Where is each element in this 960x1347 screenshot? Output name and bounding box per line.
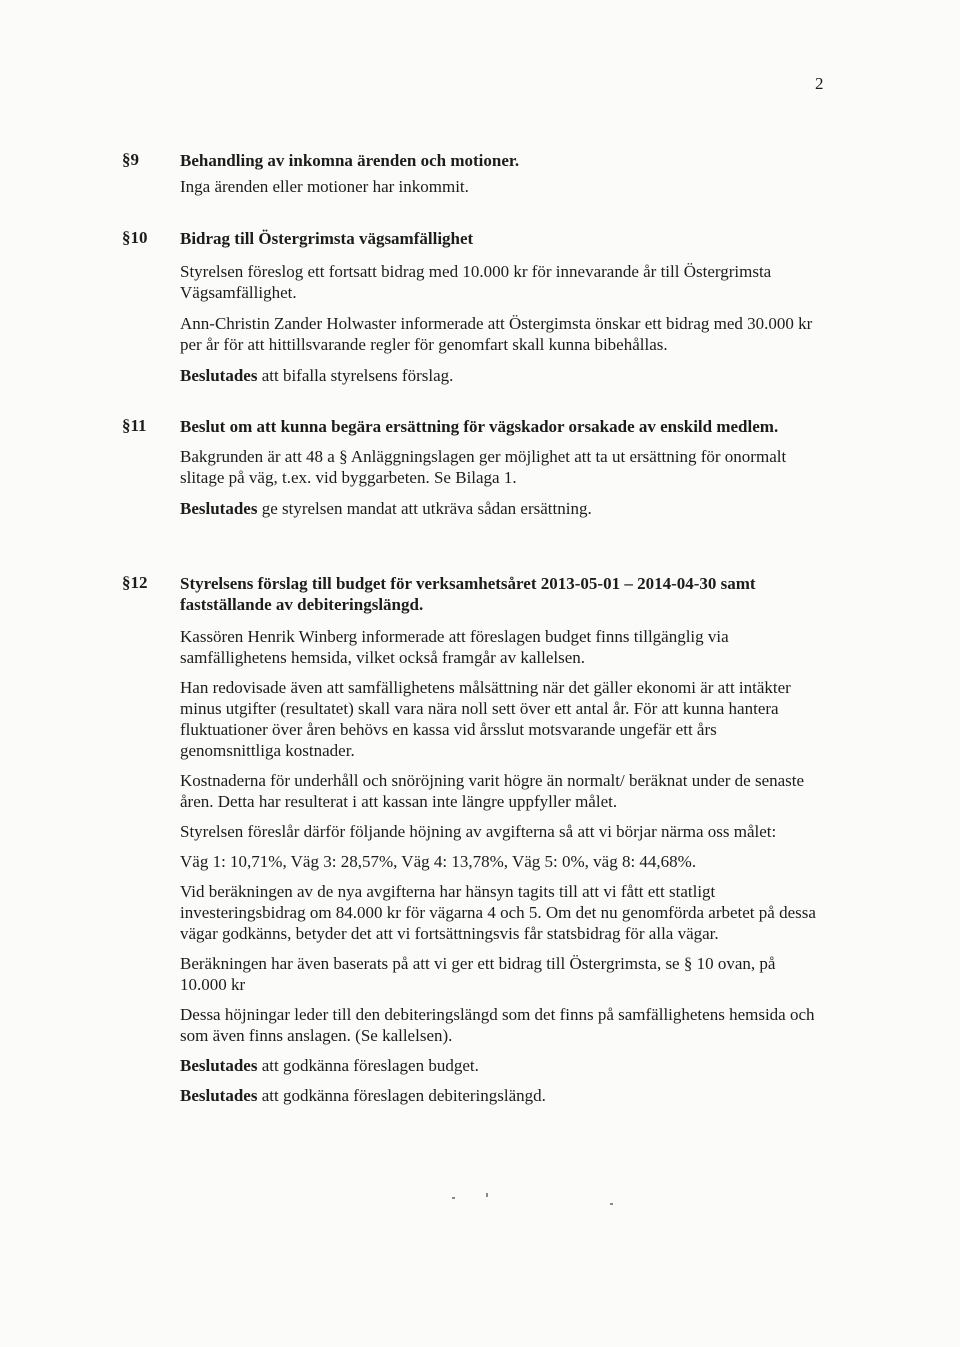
section-number: §10 bbox=[122, 228, 148, 247]
paragraph: Dessa höjningar leder till den debiteringslängd som det finns på samfällighetens hemsida och som även finns anslagen. (Se kallelsen). bbox=[180, 1005, 815, 1045]
decision-label: Beslutades bbox=[180, 366, 258, 385]
decision-label: Beslutades bbox=[180, 1056, 258, 1075]
section-heading: Beslut om att kunna begära ersättning för vägskador orsakade av enskild medlem. bbox=[180, 417, 779, 436]
decision-paragraph bbox=[180, 1085, 820, 1106]
scan-speck bbox=[452, 1197, 455, 1199]
section-body bbox=[180, 573, 820, 1115]
decision-text: att godkänna föreslagen budget. bbox=[257, 1056, 479, 1075]
paragraph: Vid beräkningen av de nya avgifterna har hänsyn tagits till att vi fått ett statligt investeringsbidrag om 84.000 kr för vägarna 4 och 5. Om det nu genomförda arbetet på dessa vägar godkänns, betyder det att vi fortsättningsvis får statsbidrag för alla vägar. bbox=[180, 882, 816, 943]
decision-label: Beslutades bbox=[180, 1086, 258, 1105]
page-number: 2 bbox=[815, 74, 824, 93]
decision-text: att godkänna föreslagen debiteringslängd. bbox=[257, 1086, 546, 1105]
decision-paragraph bbox=[180, 498, 820, 519]
paragraph: Beräkningen har även baserats på att vi ger ett bidrag till Östergrimsta, se § 10 ovan, på 10.000 kr bbox=[180, 954, 776, 994]
paragraph: Kostnaderna för underhåll och snöröjning varit högre än normalt/ beräknat under de senaste åren. Detta har resulterat i att kassan inte längre uppfyller målet. bbox=[180, 771, 805, 811]
paragraph: Styrelsen föreslår därför följande höjning av avgifterna så att vi börjar närma oss målet: bbox=[180, 822, 777, 841]
paragraph: Han redovisade även att samfällighetens målsättning när det gäller ekonomi är att intäkter minus utgifter (resultatet) skall vara nära noll sett över ett antal år. För att kunna hantera fluktuationer över åren behövs en kassa vid årsslut motsvarande ungefär ett års genomsnittliga kostnader. bbox=[180, 678, 791, 760]
section-body bbox=[180, 150, 820, 207]
paragraph: Inga ärenden eller motioner har inkommit. bbox=[180, 177, 469, 196]
paragraph: Styrelsen föreslog ett fortsatt bidrag med 10.000 kr för innevarande år till Östergrimsta Vägsamfällighet. bbox=[180, 262, 772, 302]
section-heading: Bidrag till Östergrimsta vägsamfällighet bbox=[180, 229, 474, 248]
paragraph: Kassören Henrik Winberg informerade att föreslagen budget finns tillgänglig via samfällighetens hemsida, vilket också framgår av kallelsen. bbox=[180, 627, 729, 667]
scan-speck bbox=[610, 1203, 613, 1205]
section-heading: Styrelsens förslag till budget för verksamhetsåret 2013-05-01 – 2014-04-30 samt fastställande av debiteringslängd. bbox=[180, 574, 756, 614]
section-body bbox=[180, 228, 820, 396]
section-number: §9 bbox=[122, 150, 139, 169]
paragraph: Väg 1: 10,71%, Väg 3: 28,57%, Väg 4: 13,78%, Väg 5: 0%, väg 8: 44,68%. bbox=[180, 852, 697, 871]
decision-label: Beslutades bbox=[180, 499, 258, 518]
section-number: §12 bbox=[122, 573, 148, 592]
decision-paragraph bbox=[180, 1055, 820, 1076]
section-heading: Behandling av inkomna ärenden och motioner. bbox=[180, 151, 520, 170]
decision-text: att bifalla styrelsens förslag. bbox=[257, 366, 454, 385]
decision-text: ge styrelsen mandat att utkräva sådan ersättning. bbox=[257, 499, 592, 518]
section-body bbox=[180, 416, 820, 529]
scan-speck bbox=[486, 1193, 488, 1197]
section-number: §11 bbox=[122, 416, 147, 435]
paragraph: Ann-Christin Zander Holwaster informerade att Östergimsta önskar ett bidrag med 30.000 kr per år för att hittillsvarande regler för genomfart skall kunna bibehållas. bbox=[180, 314, 813, 354]
paragraph: Bakgrunden är att 48 a § Anläggningslagen ger möjlighet att ta ut ersättning för onormalt slitage på väg, t.ex. vid byggarbeten. Se Bilaga 1. bbox=[180, 447, 787, 487]
decision-paragraph bbox=[180, 365, 820, 386]
